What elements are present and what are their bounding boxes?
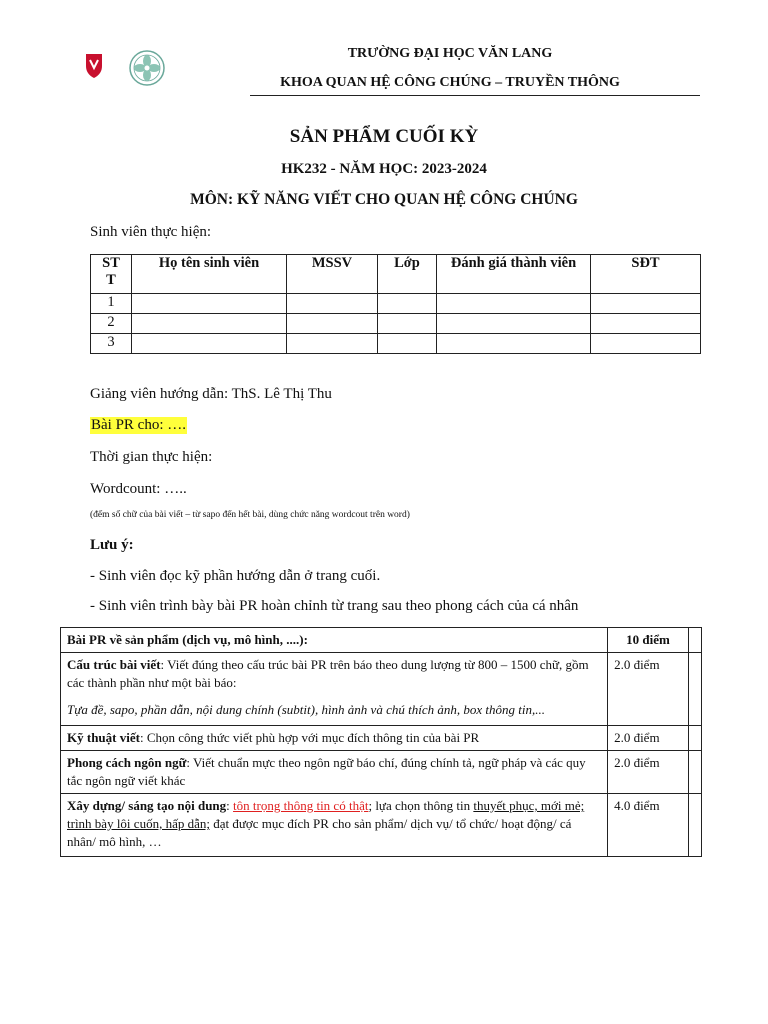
criterion-content [61,794,608,857]
grading-row-structure [61,653,702,726]
criterion-style [61,751,608,794]
col-phone: SĐT [591,255,701,294]
note-item: - Sinh viên đọc kỹ phần hướng dẫn ở trang cuối. [90,568,381,584]
criterion-text-rest: đạt được mục đích PR cho sản phẩm/ dịch vụ/ tổ chức/ hoạt động/ cá nhân/ mô hình, … [67,816,572,849]
cell-evaluation[interactable] [437,314,591,334]
row-number: 3 [91,334,132,354]
row-number: 2 [91,314,132,334]
criterion-title: Kỹ thuật viết [67,730,140,745]
notes-title: Lưu ý: [90,537,134,553]
course-title: MÔN: KỸ NĂNG VIẾT CHO QUAN HỆ CÔNG CHÚNG [190,191,578,208]
members-table [90,254,701,354]
cell-name[interactable] [132,334,287,354]
score-cell[interactable] [689,653,702,726]
grading-header-label: Bài PR về sản phẩm (dịch vụ, mô hình, ....): [61,628,608,653]
criterion-italic: Tựa đề, sapo, phần dẫn, nội dung chính (subtit), hình ảnh và chú thích ảnh, box thông tin,... [67,702,545,717]
cell-class[interactable] [378,334,437,354]
cell-evaluation[interactable] [437,334,591,354]
row-number: 1 [91,294,132,314]
cell-class[interactable] [378,294,437,314]
col-evaluation: Đánh giá thành viên [437,255,591,294]
members-table-header [91,255,701,294]
col-stt: ST T [91,255,132,294]
time-line: Thời gian thực hiện: [90,449,213,465]
col-class: Lớp [378,255,437,294]
criterion-text: ; lựa chọn thông tin [368,798,474,813]
criterion-title: Phong cách ngôn ngữ [67,755,187,770]
cell-mssv[interactable] [287,314,378,334]
criterion-text: : Chọn công thức viết phù hợp với mục đích thông tin của bài PR [139,730,480,745]
criterion-points: 2.0 điểm [608,653,689,726]
cell-name[interactable] [132,314,287,334]
students-label: Sinh viên thực hiện: [90,224,212,240]
cell-evaluation[interactable] [437,294,591,314]
grading-table [60,627,702,857]
criterion-points: 2.0 điểm [608,726,689,751]
school-name: TRƯỜNG ĐẠI HỌC VĂN LANG [347,46,553,61]
table-row [91,334,701,354]
score-cell[interactable] [689,628,702,653]
score-cell[interactable] [689,726,702,751]
cell-name[interactable] [132,294,287,314]
grading-row-style [61,751,702,794]
wordcount-note: (đếm số chữ của bài viết – từ sapo đến hết bài, dùng chức năng wordcout trên word) [90,510,410,520]
criterion-colon: : [226,798,234,813]
lecturer-line: Giảng viên hướng dẫn: ThS. Lê Thị Thu [90,386,332,402]
criterion-text: : Viết đúng theo cấu trúc bài PR trên báo theo dung lượng từ 800 – 1500 chữ, gồm các thành phần như một bài báo: [67,657,589,690]
term-title: HK232 - NĂM HỌC: 2023-2024 [281,161,487,177]
cell-phone[interactable] [591,334,701,354]
grading-header-row [61,628,702,653]
criterion-highlight: tôn trọng thông tin có thật [233,798,369,813]
header-divider [250,95,700,96]
wordcount-line: Wordcount: ….. [90,481,187,497]
criterion-points: 2.0 điểm [608,751,689,794]
vanlang-logo [80,52,108,80]
page-title: SẢN PHẨM CUỐI KỲ [289,126,479,147]
cell-class[interactable] [378,314,437,334]
criterion-underlined: thuyết phục, mới mẻ; trình bày lôi cuốn, hấp dẫn; [67,798,585,831]
grading-row-technique [61,726,702,751]
faculty-logo [128,49,166,87]
grading-row-content [61,794,702,857]
pr-for-line: Bài PR cho: …. [91,417,187,433]
criterion-structure [61,653,608,726]
col-mssv: MSSV [287,255,378,294]
cell-mssv[interactable] [287,334,378,354]
col-name: Họ tên sinh viên [132,255,287,294]
score-cell[interactable] [689,751,702,794]
cell-phone[interactable] [591,294,701,314]
table-row [91,314,701,334]
criterion-title: Cấu trúc bài viết [67,657,161,672]
grading-header-points: 10 điểm [608,628,689,653]
cell-mssv[interactable] [287,294,378,314]
criterion-title: Xây dựng/ sáng tạo nội dung [67,798,227,813]
criterion-points: 4.0 điểm [608,794,689,857]
criterion-text: : Viết chuẩn mực theo ngôn ngữ báo chí, đúng chính tả, ngữ pháp và các quy tắc ngôn ngữ viết khác [67,755,586,788]
faculty-name: KHOA QUAN HỆ CÔNG CHÚNG – TRUYỀN THÔNG [280,75,620,90]
note-item: - Sinh viên trình bày bài PR hoàn chỉnh từ trang sau theo phong cách của cá nhân [90,598,579,614]
score-cell[interactable] [689,794,702,857]
cell-phone[interactable] [591,314,701,334]
criterion-technique [61,726,608,751]
table-row [91,294,701,314]
